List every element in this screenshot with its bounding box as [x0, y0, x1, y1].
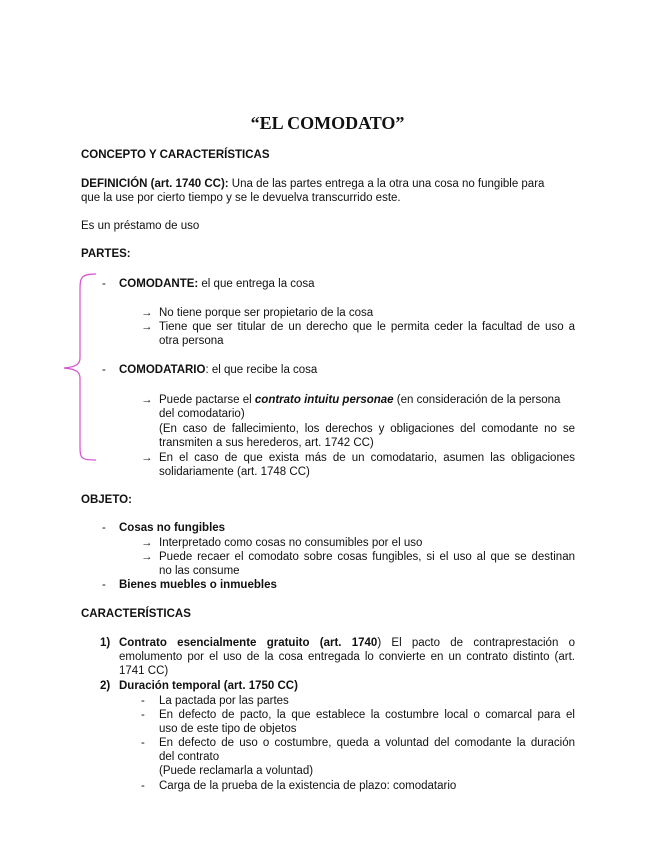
arrow-icon: → — [141, 394, 153, 406]
objeto-bullet-2: Puede recaer el comodato sobre cosas fungibles, si el uso al que se destinan — [159, 551, 575, 563]
comodante-bullet-2: Tiene que ser titular de un derecho que le permita ceder la facultad de uso a — [159, 321, 575, 333]
definicion-text: Una de las partes entrega a la otra una cosa no fungible para — [228, 178, 545, 190]
objeto-heading: OBJETO: — [81, 494, 132, 506]
c2-line-2: En defecto de pacto, la que establece la costumbre local o comarcal para el — [159, 709, 575, 721]
bracket-annotation — [62, 272, 102, 464]
arrow-icon: → — [141, 537, 153, 549]
objeto-bullet-2-cont: no las consume — [159, 565, 240, 577]
c2-line-6: (Puede reclamarla a voluntad) — [159, 765, 314, 777]
comodatario-line — [119, 363, 317, 377]
comodante-dash: - — [102, 278, 106, 290]
page-title: “EL COMODATO” — [250, 113, 405, 133]
c2-line-7: Carga de la prueba de la existencia de plazo: comodatario — [159, 780, 457, 792]
intuitu-personae: contrato intuitu personae — [254, 394, 394, 406]
comodatario-text: : el que recibe la cosa — [205, 364, 318, 376]
arrow-icon: → — [141, 321, 153, 333]
comodatario-line-3: (En caso de fallecimiento, los derechos y obligaciones del comodante no se — [159, 423, 575, 435]
definicion-label: DEFINICIÓN (art. 1740 CC): — [81, 178, 229, 190]
arrow-icon: → — [141, 452, 153, 464]
c2-line-5: del contrato — [159, 751, 220, 763]
comodatario-line-2: del comodatario) — [159, 408, 245, 420]
caracteristicas-heading: CARACTERÍSTICAS — [81, 608, 191, 620]
c2-line-4: En defecto de uso o costumbre, queda a voluntad del comodante la duración — [159, 737, 575, 749]
c1-label: Contrato esencialmente gratuito (art. 1740 — [119, 637, 378, 649]
comodante-text: el que entrega la cosa — [198, 278, 315, 290]
c2-dash: - — [141, 695, 145, 707]
c1-line1 — [119, 636, 575, 650]
c2-number: 2) — [100, 680, 111, 692]
comodante-line — [119, 277, 315, 291]
objeto-item-2: Bienes muebles o inmuebles — [119, 579, 277, 591]
partes-heading: PARTES: — [81, 248, 131, 260]
definicion-line2: que la use por cierto tiempo y se le devuelva transcurrido este. — [81, 192, 401, 204]
c2-label: Duración temporal (art. 1750 CC) — [119, 680, 298, 692]
comodatario-label: COMODATARIO — [119, 364, 206, 376]
arrow-icon: → — [141, 551, 153, 563]
c2-dash: - — [141, 737, 145, 749]
comodatario-bullet-1: Puede pactarse el contrato intuitu personae (en consideración de la persona — [159, 394, 561, 406]
comodatario-bullet-2-cont: solidariamente (art. 1748 CC) — [159, 466, 310, 478]
c1-number: 1) — [100, 637, 111, 649]
objeto-dash: - — [102, 522, 106, 534]
comodatario-bullet-2: En el caso de que exista más de un comodatario, asumen las obligaciones — [159, 452, 575, 464]
objeto-item-1: Cosas no fungibles — [119, 522, 226, 534]
c1-line3: 1741 CC) — [119, 665, 169, 677]
comodatario-line-4: transmiten a sus herederos, art. 1742 CC) — [159, 437, 374, 449]
c2-line-1: La pactada por las partes — [159, 695, 289, 707]
c2-dash: - — [141, 709, 145, 721]
c1-text: ) El pacto de contraprestación o — [377, 637, 575, 649]
c2-dash: - — [141, 780, 145, 792]
c2-line-3: uso de este tipo de objetos — [159, 723, 297, 735]
comodante-bullet-1: No tiene porque ser propietario de la cosa — [159, 307, 374, 319]
comodante-bullet-2-cont: otra persona — [159, 335, 224, 347]
objeto-dash: - — [102, 579, 106, 591]
arrow-icon: → — [141, 307, 153, 319]
comodatario-dash: - — [102, 364, 106, 376]
concepto-heading: CONCEPTO Y CARACTERÍSTICAS — [81, 149, 270, 161]
prestamo-text: Es un préstamo de uso — [81, 220, 200, 232]
comodante-label: COMODANTE: — [119, 278, 199, 290]
c1-line2: emolumento por el uso de la cosa entregada lo convierte en un contrato distinto (art. — [119, 651, 575, 663]
definicion-line1 — [81, 177, 575, 191]
objeto-bullet-1: Interpretado como cosas no consumibles por el uso — [159, 537, 423, 549]
